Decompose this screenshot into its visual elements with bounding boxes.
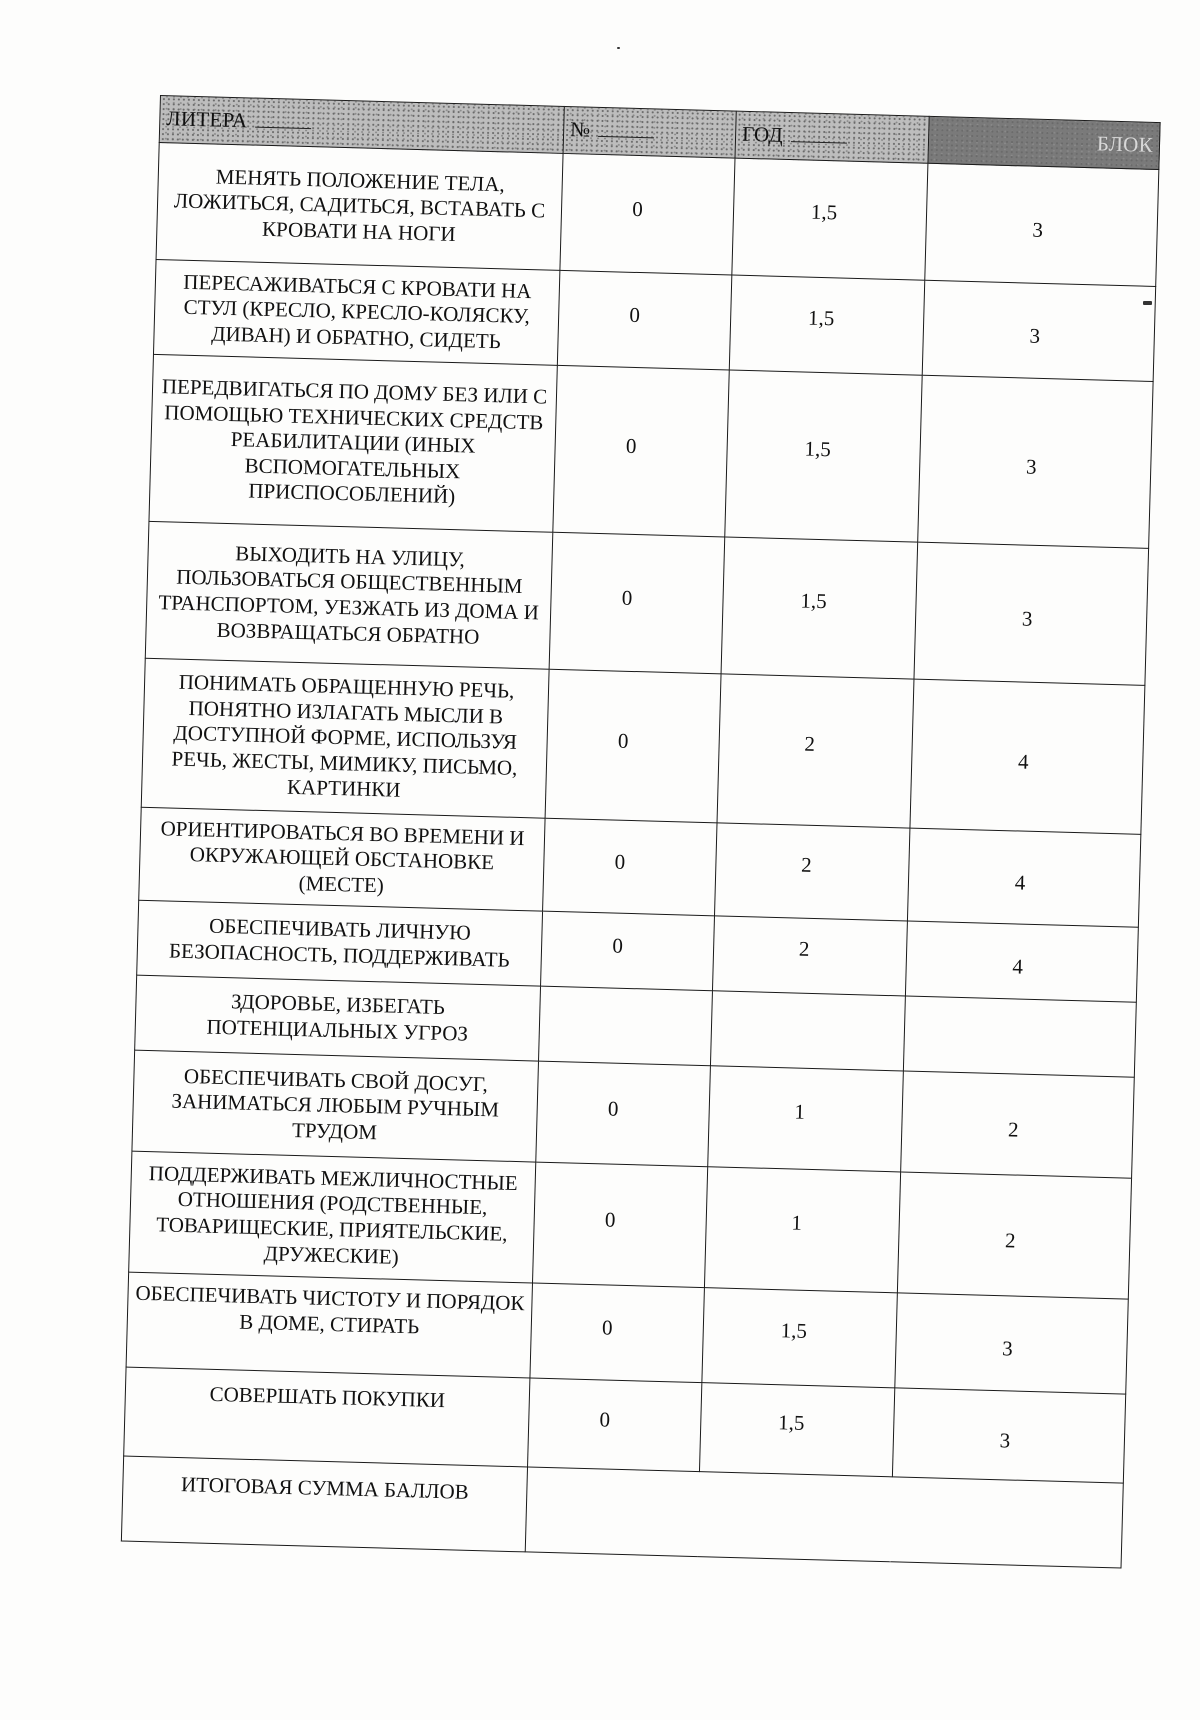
score-cell-min [560,153,735,275]
assessment-table [121,95,1161,1569]
criterion-cell: ПЕРЕСАЖИВАТЬСЯ С КРОВАТИ НА СТУЛ (КРЕСЛО, КРЕСЛО-КОЛЯСКУ, ДИВАН) И ОБРАТНО, СИДЕТЬ [153,259,559,365]
score-value: 2 [804,731,816,757]
score-value: 1 [791,1210,803,1235]
score-cell-max [903,996,1136,1077]
score-cell-mid [712,916,907,996]
score-cell-min [528,1378,702,1472]
criterion-cell: ОРИЕНТИРОВАТЬСЯ ВО ВРЕМЕНИ И ОКРУЖАЮЩЕЙ ОБСТАНОВКЕ (МЕСТЕ) [139,807,545,911]
score-value: 0 [625,433,637,459]
score-cell-min [545,669,721,823]
score-cell-min [536,1061,711,1167]
score-cell-min [557,270,732,370]
total-value-cell [525,1467,1123,1568]
score-value: 2 [798,936,810,962]
score-value: 2 [1004,1228,1016,1253]
score-value: 4 [1014,870,1026,895]
score-value: 1,5 [780,1318,808,1344]
number-blank-line [598,134,654,139]
score-cell-mid [717,674,914,828]
score-value: 3 [1021,606,1033,631]
blok-label: БЛОК [1096,131,1154,158]
score-cell-mid [704,1167,900,1293]
total-label-cell: ИТОГОВАЯ СУММА БАЛЛОВ [121,1456,527,1552]
score-cell-mid [715,823,910,921]
score-value: 3 [1032,217,1044,243]
score-value: 0 [629,302,641,328]
criterion-cell: МЕНЯТЬ ПОЛОЖЕНИЕ ТЕЛА, ЛОЖИТЬСЯ, САДИТЬСЯ, ВСТАВАТЬ С КРОВАТИ НА НОГИ [156,142,563,270]
score-value: 0 [614,849,626,875]
header-blok [928,116,1160,169]
score-value: 3 [1029,323,1041,349]
score-value: 0 [601,1315,613,1340]
score-cell-min [530,1283,705,1383]
score-value: 0 [604,1207,616,1232]
score-value: 1,5 [810,199,838,225]
criterion-cell: ВЫХОДИТЬ НА УЛИЦУ, ПОЛЬЗОВАТЬСЯ ОБЩЕСТВЕННЫМ ТРАНСПОРТОМ, УЕЗЖАТЬ ИЗ ДОМА И ВОЗВРАЩАТЬСЯ ОБРАТНО [145,521,553,669]
score-cell-mid [729,275,924,375]
score-cell-min [553,365,729,537]
litera-blank-line [255,125,311,130]
score-value: 2 [800,852,812,878]
table-row [149,354,1153,548]
scan-speck [617,47,620,49]
criterion-cell: СОВЕРШАТЬ ПОКУПКИ [124,1367,530,1467]
score-value: 1,5 [777,1410,805,1436]
score-value: 2 [1007,1117,1019,1142]
score-cell-min [541,911,715,991]
score-cell-mid [721,537,918,679]
score-sheet [121,95,1161,1569]
score-value: 1,5 [807,305,835,331]
score-cell-mid [702,1288,897,1388]
score-cell-mid [725,370,922,542]
score-value: 3 [1001,1336,1013,1361]
score-value: 0 [632,197,644,222]
score-cell-max [907,828,1140,927]
criterion-cell: ПОНИМАТЬ ОБРАЩЕННУЮ РЕЧЬ, ПОНЯТНО ИЗЛАГАТЬ МЫСЛИ В ДОСТУПНОЙ ФОРМЕ, ИСПОЛЬЗУЯ РЕЧЬ, ЖЕСТЫ, МИМИКУ, ПИСЬМО, КАРТИНКИ [141,658,549,818]
score-cell-max [895,1293,1128,1394]
score-value: 1,5 [800,588,827,614]
score-value: 1,5 [804,436,832,462]
score-value: 3 [1025,454,1037,480]
header-number [563,106,736,158]
score-value: 0 [617,728,629,754]
score-cell-mid [732,158,928,280]
score-cell-max [897,1172,1131,1299]
number-label: № [569,117,591,142]
score-value: 0 [621,585,633,611]
header-year [735,111,929,163]
score-value: 0 [599,1407,611,1432]
score-cell-max [925,163,1159,286]
criterion-cell: ОБЕСПЕЧИВАТЬ СВОЙ ДОСУГ, ЗАНИМАТЬСЯ ЛЮБЫМ РУЧНЫМ ТРУДОМ [132,1050,539,1162]
score-cell-mid [699,1383,894,1477]
year-label: ГОД [741,121,784,148]
litera-label: ЛИТЕРА [166,106,248,133]
score-cell-min [539,986,713,1066]
score-cell-max [918,375,1153,548]
year-blank-line [791,139,847,144]
score-value: 0 [607,1096,619,1121]
score-cell-max [905,921,1138,1002]
score-cell-max [914,542,1149,685]
score-value: 3 [999,1428,1011,1453]
score-value: 4 [1017,749,1029,774]
criterion-cell: ОБЕСПЕЧИВАТЬ ЛИЧНУЮ БЕЗОПАСНОСТЬ, ПОДДЕРЖИВАТЬ [137,900,543,986]
score-value: 4 [1012,954,1024,979]
table-row [145,521,1148,685]
scan-speck [1143,301,1152,305]
table-row [141,658,1145,834]
score-value: 1 [794,1099,806,1125]
score-cell-max [910,679,1145,834]
score-cell-mid [710,991,905,1071]
criterion-cell: ЗДОРОВЬЕ, ИЗБЕГАТЬ ПОТЕНЦИАЛЬНЫХ УГРОЗ [135,975,541,1061]
score-value: 0 [612,933,624,959]
criterion-cell: ОБЕСПЕЧИВАТЬ ЧИСТОТУ И ПОРЯДОК В ДОМЕ, СТИРАТЬ [126,1272,532,1378]
score-cell-min [549,532,725,674]
score-cell-mid [708,1066,904,1172]
score-cell-max [901,1071,1135,1178]
criterion-cell: ПОДДЕРЖИВАТЬ МЕЖЛИЧНОСТНЫЕ ОТНОШЕНИЯ (РОДСТВЕННЫЕ, ТОВАРИЩЕСКИЕ, ПРИЯТЕЛЬСКИЕ, ДРУЖЕСКИЕ) [129,1151,536,1283]
score-cell-max [922,280,1155,381]
score-cell-min [543,818,717,916]
criterion-cell: ПЕРЕДВИГАТЬСЯ ПО ДОМУ БЕЗ ИЛИ С ПОМОЩЬЮ ТЕХНИЧЕСКИХ СРЕДСТВ РЕАБИЛИТАЦИИ (ИНЫХ ВСПОМОГАТЕЛЬНЫХ ПРИСПОСОБЛЕНИЙ) [149,354,557,532]
score-cell-min [533,1162,708,1288]
score-cell-max [892,1388,1125,1483]
